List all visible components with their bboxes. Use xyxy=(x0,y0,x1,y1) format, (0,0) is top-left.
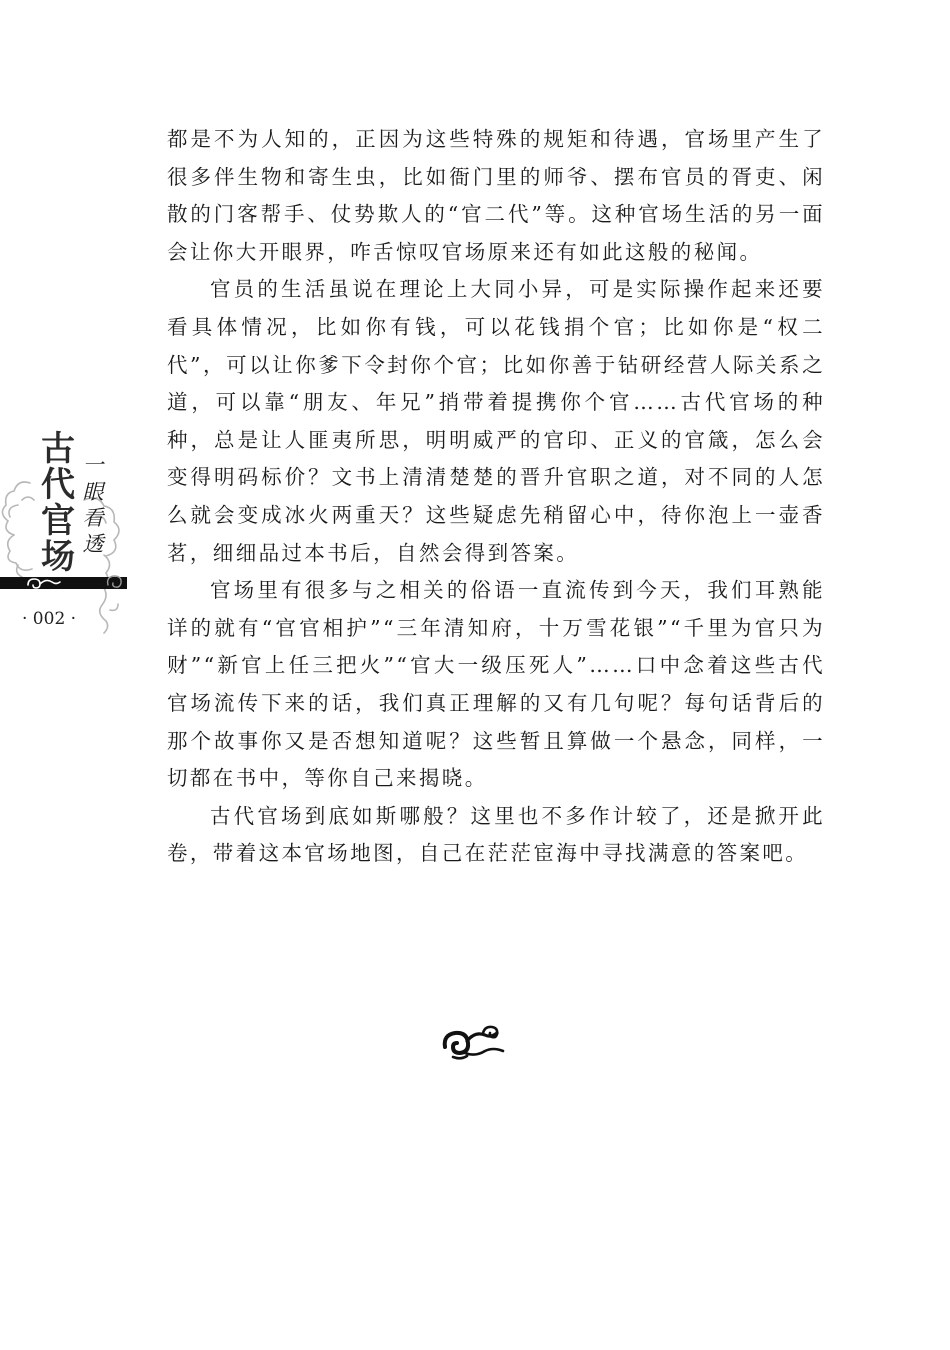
paragraph: 官场里有很多与之相关的俗语一直流传到今天，我们耳熟能详的就有“官官相护”“三年清知府，十万雪花银”“千里为官只为财”“新官上任三把火”“官大一级压死人”……口中念着这些古代官场流传下来的话，我们真正理解的又有几句呢？每句话背后的那个故事你又是否想知道呢？这些暂且算做一个悬念，同样，一切都在书中，等你自己来揭晓。 xyxy=(167,578,825,791)
body-text xyxy=(167,121,825,873)
cloud-scroll-icon xyxy=(439,1023,511,1063)
side-subtitle-char: 一 xyxy=(82,453,104,477)
side-title-emblem xyxy=(0,425,135,640)
page-number: · 002 · xyxy=(22,609,77,629)
side-title-char: 代 xyxy=(41,465,75,505)
paragraph: 官员的生活虽说在理论上大同小异，可是实际操作起来还要看具体情况，比如你有钱，可以花钱捐个官；比如你是“权二代”，可以让你爹下令封你个官；比如你善于钻研经营人际关系之道，可以靠“朋友、年兄”捎带着提携你个官……古代官场的种种，总是让人匪夷所思，明明威严的官印、正义的官箴，怎么会变得明码标价？文书上清清楚楚的晋升官职之道，对不同的人怎么就会变成冰火两重天？这些疑虑先稍留心中，待你泡上一壶香茗，细细品过本书后，自然会得到答案。 xyxy=(167,277,825,565)
side-title-char: 官 xyxy=(41,501,75,541)
side-title-char: 场 xyxy=(41,537,75,577)
side-title-char: 古 xyxy=(41,429,75,469)
paragraph: 都是不为人知的，正因为这些特殊的规矩和待遇，官场里产生了很多伴生物和寄生虫，比如衙门里的师爷、摆布官员的胥吏、闲散的门客帮手、仗势欺人的“官二代”等。这种官场生活的另一面会让你大开眼界，咋舌惊叹官场原来还有如此这般的秘闻。 xyxy=(167,127,825,264)
paragraph: 古代官场到底如斯哪般？这里也不多作计较了，还是掀开此卷，带着这本官场地图，自己在茫茫宦海中寻找满意的答案吧。 xyxy=(167,803,825,866)
cloud-scroll-icon xyxy=(24,575,64,591)
side-subtitle-char: 看 xyxy=(82,506,104,530)
side-subtitle-char: 眼 xyxy=(82,480,104,504)
cloud-scroll-icon xyxy=(104,571,128,591)
side-subtitle-char: 透 xyxy=(82,532,104,556)
